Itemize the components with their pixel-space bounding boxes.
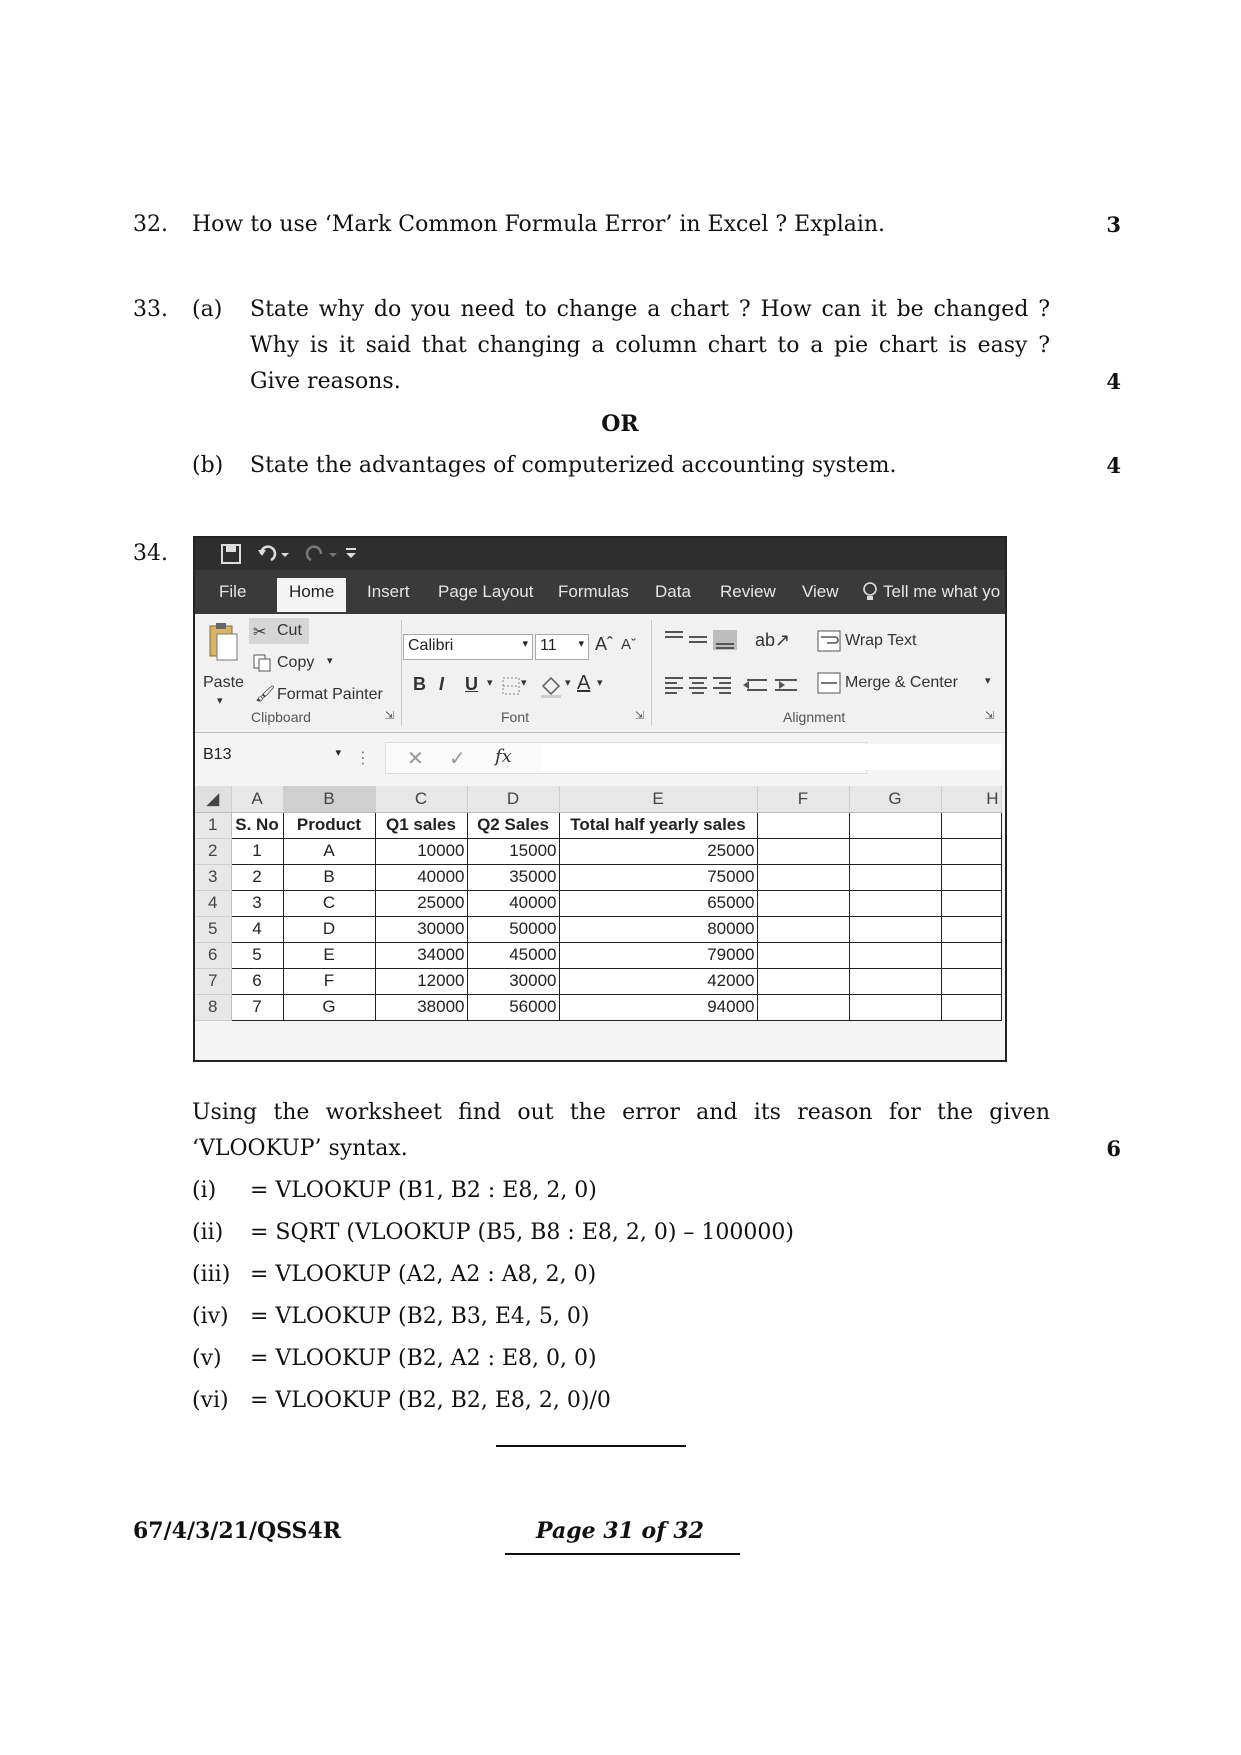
decrease-font-icon[interactable]: Aˇ (621, 636, 636, 653)
marks: 3 (1106, 212, 1121, 237)
part-a-line-2: Why is it said that changing a column chart to a pie chart is easy ? (250, 333, 1050, 358)
merge-dropdown-icon[interactable]: ▾ (985, 675, 991, 687)
end-divider (496, 1445, 686, 1447)
cancel-icon[interactable]: ✕ (407, 748, 424, 770)
cell[interactable]: 25000 (375, 890, 467, 916)
cell[interactable] (849, 942, 941, 968)
cell[interactable]: 79000 (559, 942, 757, 968)
cell[interactable]: 65000 (559, 890, 757, 916)
paste-button[interactable]: Paste (203, 674, 244, 691)
question-number: 32. (133, 212, 168, 237)
cell[interactable]: 56000 (467, 994, 559, 1020)
cell-header-q2[interactable]: Q2 Sales (467, 812, 559, 838)
column-header-b[interactable]: B (283, 786, 375, 812)
merge-center-button[interactable]: Merge & Center (845, 674, 958, 691)
cell[interactable] (757, 890, 849, 916)
cell-header-product[interactable]: Product (283, 812, 375, 838)
list-item-label: (iii) (192, 1262, 231, 1287)
clipboard-launcher-icon[interactable]: ⇲ (385, 710, 395, 722)
borders-icon[interactable] (501, 676, 523, 696)
column-header-c[interactable]: C (375, 786, 467, 812)
cell[interactable]: 42000 (559, 968, 757, 994)
undo-icon[interactable] (257, 544, 291, 564)
divider (651, 620, 652, 726)
cell[interactable]: 12000 (375, 968, 467, 994)
worksheet (195, 786, 1002, 1021)
cell[interactable]: 3 (231, 890, 283, 916)
or-separator: OR (601, 411, 639, 437)
fill-color-icon[interactable] (539, 674, 563, 698)
format-painter-button[interactable]: Format Painter (277, 686, 383, 703)
row-header[interactable]: 1 (195, 812, 231, 838)
more-options-icon[interactable]: ⋮ (355, 750, 371, 767)
column-header-row (195, 786, 1001, 812)
vertical-align-icons[interactable] (663, 628, 741, 652)
cell[interactable]: D (283, 916, 375, 942)
enter-icon[interactable]: ✓ (449, 748, 466, 770)
list-item-label: (iv) (192, 1304, 229, 1329)
chevron-down-icon: ▾ (335, 747, 341, 759)
cell-header-q1[interactable]: Q1 sales (375, 812, 467, 838)
paste-icon[interactable] (207, 622, 241, 666)
paste-dropdown-icon[interactable]: ▾ (217, 695, 223, 707)
row-header[interactable]: 3 (195, 864, 231, 890)
cell[interactable]: 2 (231, 864, 283, 890)
row-header[interactable]: 4 (195, 890, 231, 916)
list-item: = SQRT (VLOOKUP (B5, B8 : E8, 2, 0) – 100000) (250, 1220, 794, 1245)
cell[interactable]: 40000 (375, 864, 467, 890)
cell[interactable]: 35000 (467, 864, 559, 890)
cell[interactable]: A (283, 838, 375, 864)
italic-button[interactable]: I (439, 674, 445, 694)
page-number-underline (505, 1553, 740, 1555)
cell[interactable] (941, 994, 1001, 1020)
cell[interactable] (757, 994, 849, 1020)
table-row (195, 916, 1001, 942)
tab-view[interactable]: View (802, 582, 839, 601)
cell[interactable] (849, 812, 941, 838)
tab-data[interactable]: Data (655, 582, 691, 601)
formula-bar (195, 738, 1005, 776)
chevron-down-icon: ▾ (578, 638, 584, 650)
column-header-g[interactable]: G (849, 786, 941, 812)
cell[interactable] (941, 864, 1001, 890)
cut-button[interactable]: Cut (277, 622, 302, 639)
cell[interactable] (941, 838, 1001, 864)
row-header[interactable]: 2 (195, 838, 231, 864)
cell[interactable]: C (283, 890, 375, 916)
table-row (195, 942, 1001, 968)
cell[interactable]: 34000 (375, 942, 467, 968)
list-item-label: (i) (192, 1178, 217, 1203)
part-b-label: (b) (192, 453, 224, 478)
cell[interactable]: 50000 (467, 916, 559, 942)
ribbon-home (195, 614, 1005, 733)
part-a-label: (a) (192, 297, 223, 322)
column-header-d[interactable]: D (467, 786, 559, 812)
cell[interactable]: G (283, 994, 375, 1020)
alignment-launcher-icon[interactable]: ⇲ (985, 710, 995, 722)
font-size-value: 11 (540, 637, 557, 654)
cell[interactable]: B (283, 864, 375, 890)
increase-font-icon[interactable]: Aˆ (595, 634, 613, 654)
tab-file[interactable]: File (219, 582, 247, 601)
cell[interactable] (849, 838, 941, 864)
cell[interactable]: 40000 (467, 890, 559, 916)
divider (401, 620, 402, 726)
cell[interactable] (849, 916, 941, 942)
list-item: = VLOOKUP (A2, A2 : A8, 2, 0) (250, 1262, 597, 1287)
question-number: 33. (133, 297, 168, 322)
cell[interactable] (757, 812, 849, 838)
cell[interactable]: 45000 (467, 942, 559, 968)
row-header[interactable]: 7 (195, 968, 231, 994)
chevron-down-icon: ▾ (522, 638, 528, 650)
part-a-line-3: Give reasons. (250, 369, 401, 394)
table-row (195, 838, 1001, 864)
cell[interactable]: 7 (231, 994, 283, 1020)
cell-header-sno[interactable]: S. No (231, 812, 283, 838)
list-item-label: (v) (192, 1346, 222, 1371)
cell[interactable] (757, 968, 849, 994)
cell[interactable] (757, 838, 849, 864)
lightbulb-icon (863, 582, 877, 602)
column-header-a[interactable]: A (231, 786, 283, 812)
column-header-f[interactable]: F (757, 786, 849, 812)
font-color-dropdown-icon[interactable]: ▾ (597, 677, 603, 689)
cell[interactable] (757, 916, 849, 942)
cell[interactable]: 1 (231, 838, 283, 864)
cell[interactable] (757, 942, 849, 968)
group-label-clipboard: Clipboard (251, 709, 311, 725)
cell[interactable] (941, 890, 1001, 916)
cell[interactable] (849, 994, 941, 1020)
tab-review[interactable]: Review (720, 582, 776, 601)
question-text: How to use ‘Mark Common Formula Error’ in Excel ? Explain. (192, 212, 886, 237)
name-box-value: B13 (203, 746, 232, 763)
cell[interactable]: 10000 (375, 838, 467, 864)
fill-dropdown-icon[interactable]: ▾ (565, 677, 571, 689)
formula-input[interactable] (541, 744, 1001, 770)
prompt-line-1: Using the worksheet find out the error and its reason for the given (192, 1100, 1050, 1125)
font-name-select[interactable] (403, 634, 533, 660)
list-item-label: (vi) (192, 1388, 229, 1413)
tell-me-search[interactable]: Tell me what yo (883, 582, 1001, 601)
page-number: Page 31 of 32 (536, 1518, 704, 1544)
marks: 6 (1106, 1136, 1121, 1161)
list-item: = VLOOKUP (B1, B2 : E8, 2, 0) (250, 1178, 597, 1203)
merge-center-icon (817, 672, 841, 694)
table-row (195, 994, 1001, 1020)
cell[interactable] (941, 942, 1001, 968)
insert-function-button[interactable]: fx (495, 746, 512, 767)
table-row (195, 968, 1001, 994)
font-color-icon[interactable]: A (577, 672, 591, 694)
table-row (195, 864, 1001, 890)
copy-dropdown-icon[interactable]: ▾ (327, 655, 333, 667)
font-size-select[interactable] (535, 634, 589, 660)
format-painter-icon: 🖌 (255, 686, 276, 703)
customize-qat-icon[interactable] (345, 546, 357, 560)
part-a-line-1: State why do you need to change a chart ? How can it be changed ? (250, 297, 1050, 322)
table-row (195, 890, 1001, 916)
font-launcher-icon[interactable]: ⇲ (635, 710, 645, 722)
marks: 4 (1106, 369, 1121, 394)
cell[interactable]: 80000 (559, 916, 757, 942)
group-label-font: Font (501, 709, 530, 725)
wrap-text-icon (817, 630, 841, 652)
copy-button[interactable]: Copy (277, 654, 315, 671)
underline-button[interactable]: U (465, 674, 478, 694)
cell[interactable]: 25000 (559, 838, 757, 864)
group-label-alignment: Alignment (783, 709, 846, 725)
column-header-e[interactable]: E (559, 786, 757, 812)
table-row (195, 812, 1001, 838)
tab-page-layout[interactable]: Page Layout (438, 582, 534, 601)
cell[interactable] (941, 968, 1001, 994)
cell-header-total[interactable]: Total half yearly sales (559, 812, 757, 838)
borders-dropdown-icon[interactable]: ▾ (521, 677, 527, 689)
cell[interactable] (849, 890, 941, 916)
cell[interactable]: 15000 (467, 838, 559, 864)
tab-home[interactable]: Home (277, 578, 346, 612)
prompt-line-2: ‘VLOOKUP’ syntax. (192, 1136, 408, 1161)
worksheet-grid (195, 786, 1002, 1021)
part-b-text: State the advantages of computerized accounting system. (250, 453, 897, 478)
cell[interactable] (941, 812, 1001, 838)
list-item: = VLOOKUP (B2, A2 : E8, 0, 0) (250, 1346, 597, 1371)
cell[interactable]: 75000 (559, 864, 757, 890)
orientation-icon[interactable]: ab↗ (755, 630, 791, 650)
ribbon-tabs (195, 570, 1005, 614)
cell[interactable]: F (283, 968, 375, 994)
wrap-text-button[interactable]: Wrap Text (845, 632, 917, 649)
column-header-h[interactable]: H (941, 786, 1001, 812)
underline-dropdown-icon[interactable]: ▾ (487, 677, 493, 689)
row-header[interactable]: 8 (195, 994, 231, 1020)
paper-code: 67/4/3/21/QSS4R (133, 1518, 342, 1544)
select-all-corner[interactable]: ◢ (195, 786, 231, 812)
cell[interactable] (757, 864, 849, 890)
list-item: = VLOOKUP (B2, B3, E4, 5, 0) (250, 1304, 590, 1329)
question-number: 34. (133, 541, 168, 566)
list-item: = VLOOKUP (B2, B2, E8, 2, 0)/0 (250, 1388, 611, 1413)
marks: 4 (1106, 453, 1121, 478)
name-box[interactable] (199, 744, 349, 772)
save-icon[interactable] (221, 544, 241, 564)
cell[interactable] (849, 864, 941, 890)
cell[interactable]: 6 (231, 968, 283, 994)
scissors-icon: ✂ (253, 624, 267, 641)
cell[interactable]: E (283, 942, 375, 968)
cell[interactable]: 30000 (467, 968, 559, 994)
tab-formulas[interactable]: Formulas (558, 582, 629, 601)
quick-access-toolbar (195, 538, 1005, 570)
font-name-value: Calibri (408, 637, 454, 654)
cell[interactable]: 4 (231, 916, 283, 942)
cell[interactable] (849, 968, 941, 994)
cell[interactable]: 38000 (375, 994, 467, 1020)
row-header[interactable]: 6 (195, 942, 231, 968)
excel-screenshot (193, 536, 1007, 1062)
bold-button[interactable]: B (413, 674, 426, 694)
cell[interactable]: 94000 (559, 994, 757, 1020)
horizontal-align-icons[interactable] (663, 672, 803, 696)
cell[interactable]: 5 (231, 942, 283, 968)
cell[interactable] (941, 916, 1001, 942)
tab-insert[interactable]: Insert (367, 582, 410, 601)
list-item-label: (ii) (192, 1220, 224, 1245)
cell[interactable]: 30000 (375, 916, 467, 942)
copy-icon (253, 654, 271, 672)
row-header[interactable]: 5 (195, 916, 231, 942)
redo-icon[interactable] (305, 544, 339, 564)
